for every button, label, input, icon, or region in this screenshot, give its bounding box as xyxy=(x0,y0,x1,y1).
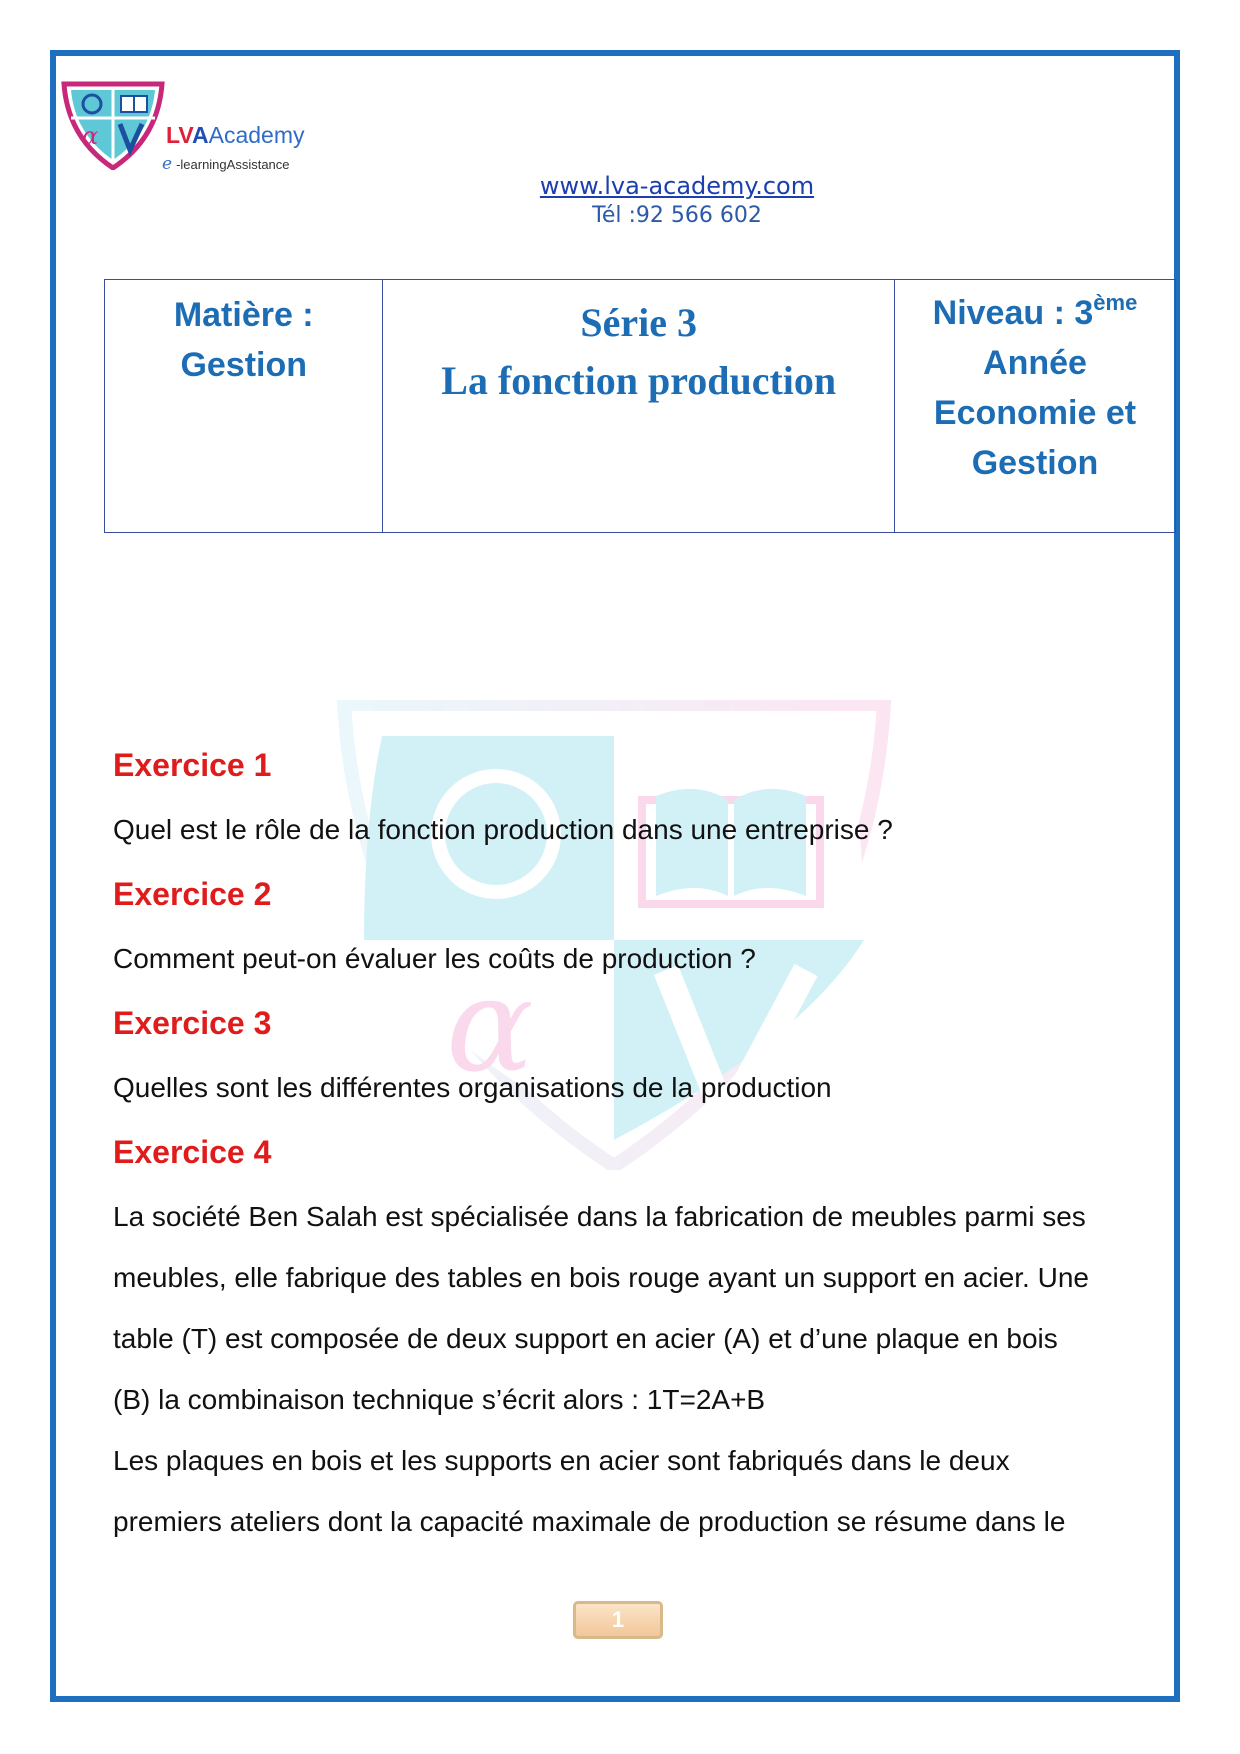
subject-label: Matière : xyxy=(173,296,314,334)
level-line2: Année xyxy=(983,344,1087,382)
exercise-4-line: meubles, elle fabrique des tables en bois rouge ayant un support en acier. Une xyxy=(113,1262,1089,1293)
lva-academy-logo xyxy=(58,80,168,170)
phone-number: Tél :92 566 602 xyxy=(592,203,762,228)
exercise-2-title: Exercice 2 xyxy=(113,876,272,912)
tagline-text: -learningAssistance xyxy=(176,157,290,172)
svg-text:α: α xyxy=(82,122,99,150)
exercise-1-text: Quel est le rôle de la fonction production dans une entreprise ? xyxy=(113,814,893,845)
brand-academy: Academy xyxy=(208,122,305,148)
website-link[interactable]: www.lva-academy.com xyxy=(539,172,815,200)
level-line3: Economie et xyxy=(933,394,1137,432)
level-line4: Gestion xyxy=(971,444,1099,482)
subject-value: Gestion xyxy=(180,346,308,384)
exercise-1-title: Exercice 1 xyxy=(113,747,272,783)
document-title: La fonction production xyxy=(441,358,837,403)
title-cell xyxy=(383,280,895,533)
exercise-2-text: Comment peut-on évaluer les coûts de production ? xyxy=(113,943,756,974)
tagline-e: e xyxy=(162,154,173,174)
brand-lv: LV xyxy=(166,122,192,148)
page-number: 1 xyxy=(573,1601,663,1639)
brand-a: A xyxy=(191,122,209,148)
level-cell xyxy=(894,280,1175,533)
exercise-content xyxy=(113,745,1173,1552)
exercise-4-line: Les plaques en bois et les supports en acier sont fabriqués dans le deux xyxy=(113,1445,1010,1476)
series-label: Série 3 xyxy=(580,300,698,345)
svg-text:α: α xyxy=(446,949,534,1101)
level-sup: ème xyxy=(1093,290,1138,315)
subject-cell xyxy=(105,280,383,533)
level-line1 xyxy=(896,288,1174,338)
exercise-4-line: table (T) est composée de deux support en acier (A) et d’une plaque en bois xyxy=(113,1323,1058,1354)
level-prefix: Niveau : 3 xyxy=(932,294,1094,332)
brand-name xyxy=(166,122,304,149)
exercise-4-line: La société Ben Salah est spécialisée dans la fabrication de meubles parmi ses xyxy=(113,1201,1086,1232)
exercise-3-text: Quelles sont les différentes organisations de la production xyxy=(113,1072,832,1103)
exercise-4-title: Exercice 4 xyxy=(113,1134,272,1170)
exercise-4-line: (B) la combinaison technique s’écrit alors : 1T=2A+B xyxy=(113,1384,766,1415)
header-table xyxy=(104,279,1176,533)
exercise-4-line: premiers ateliers dont la capacité maximale de production se résume dans le xyxy=(113,1506,1066,1537)
brand-tagline xyxy=(162,154,290,174)
exercise-3-title: Exercice 3 xyxy=(113,1005,272,1041)
